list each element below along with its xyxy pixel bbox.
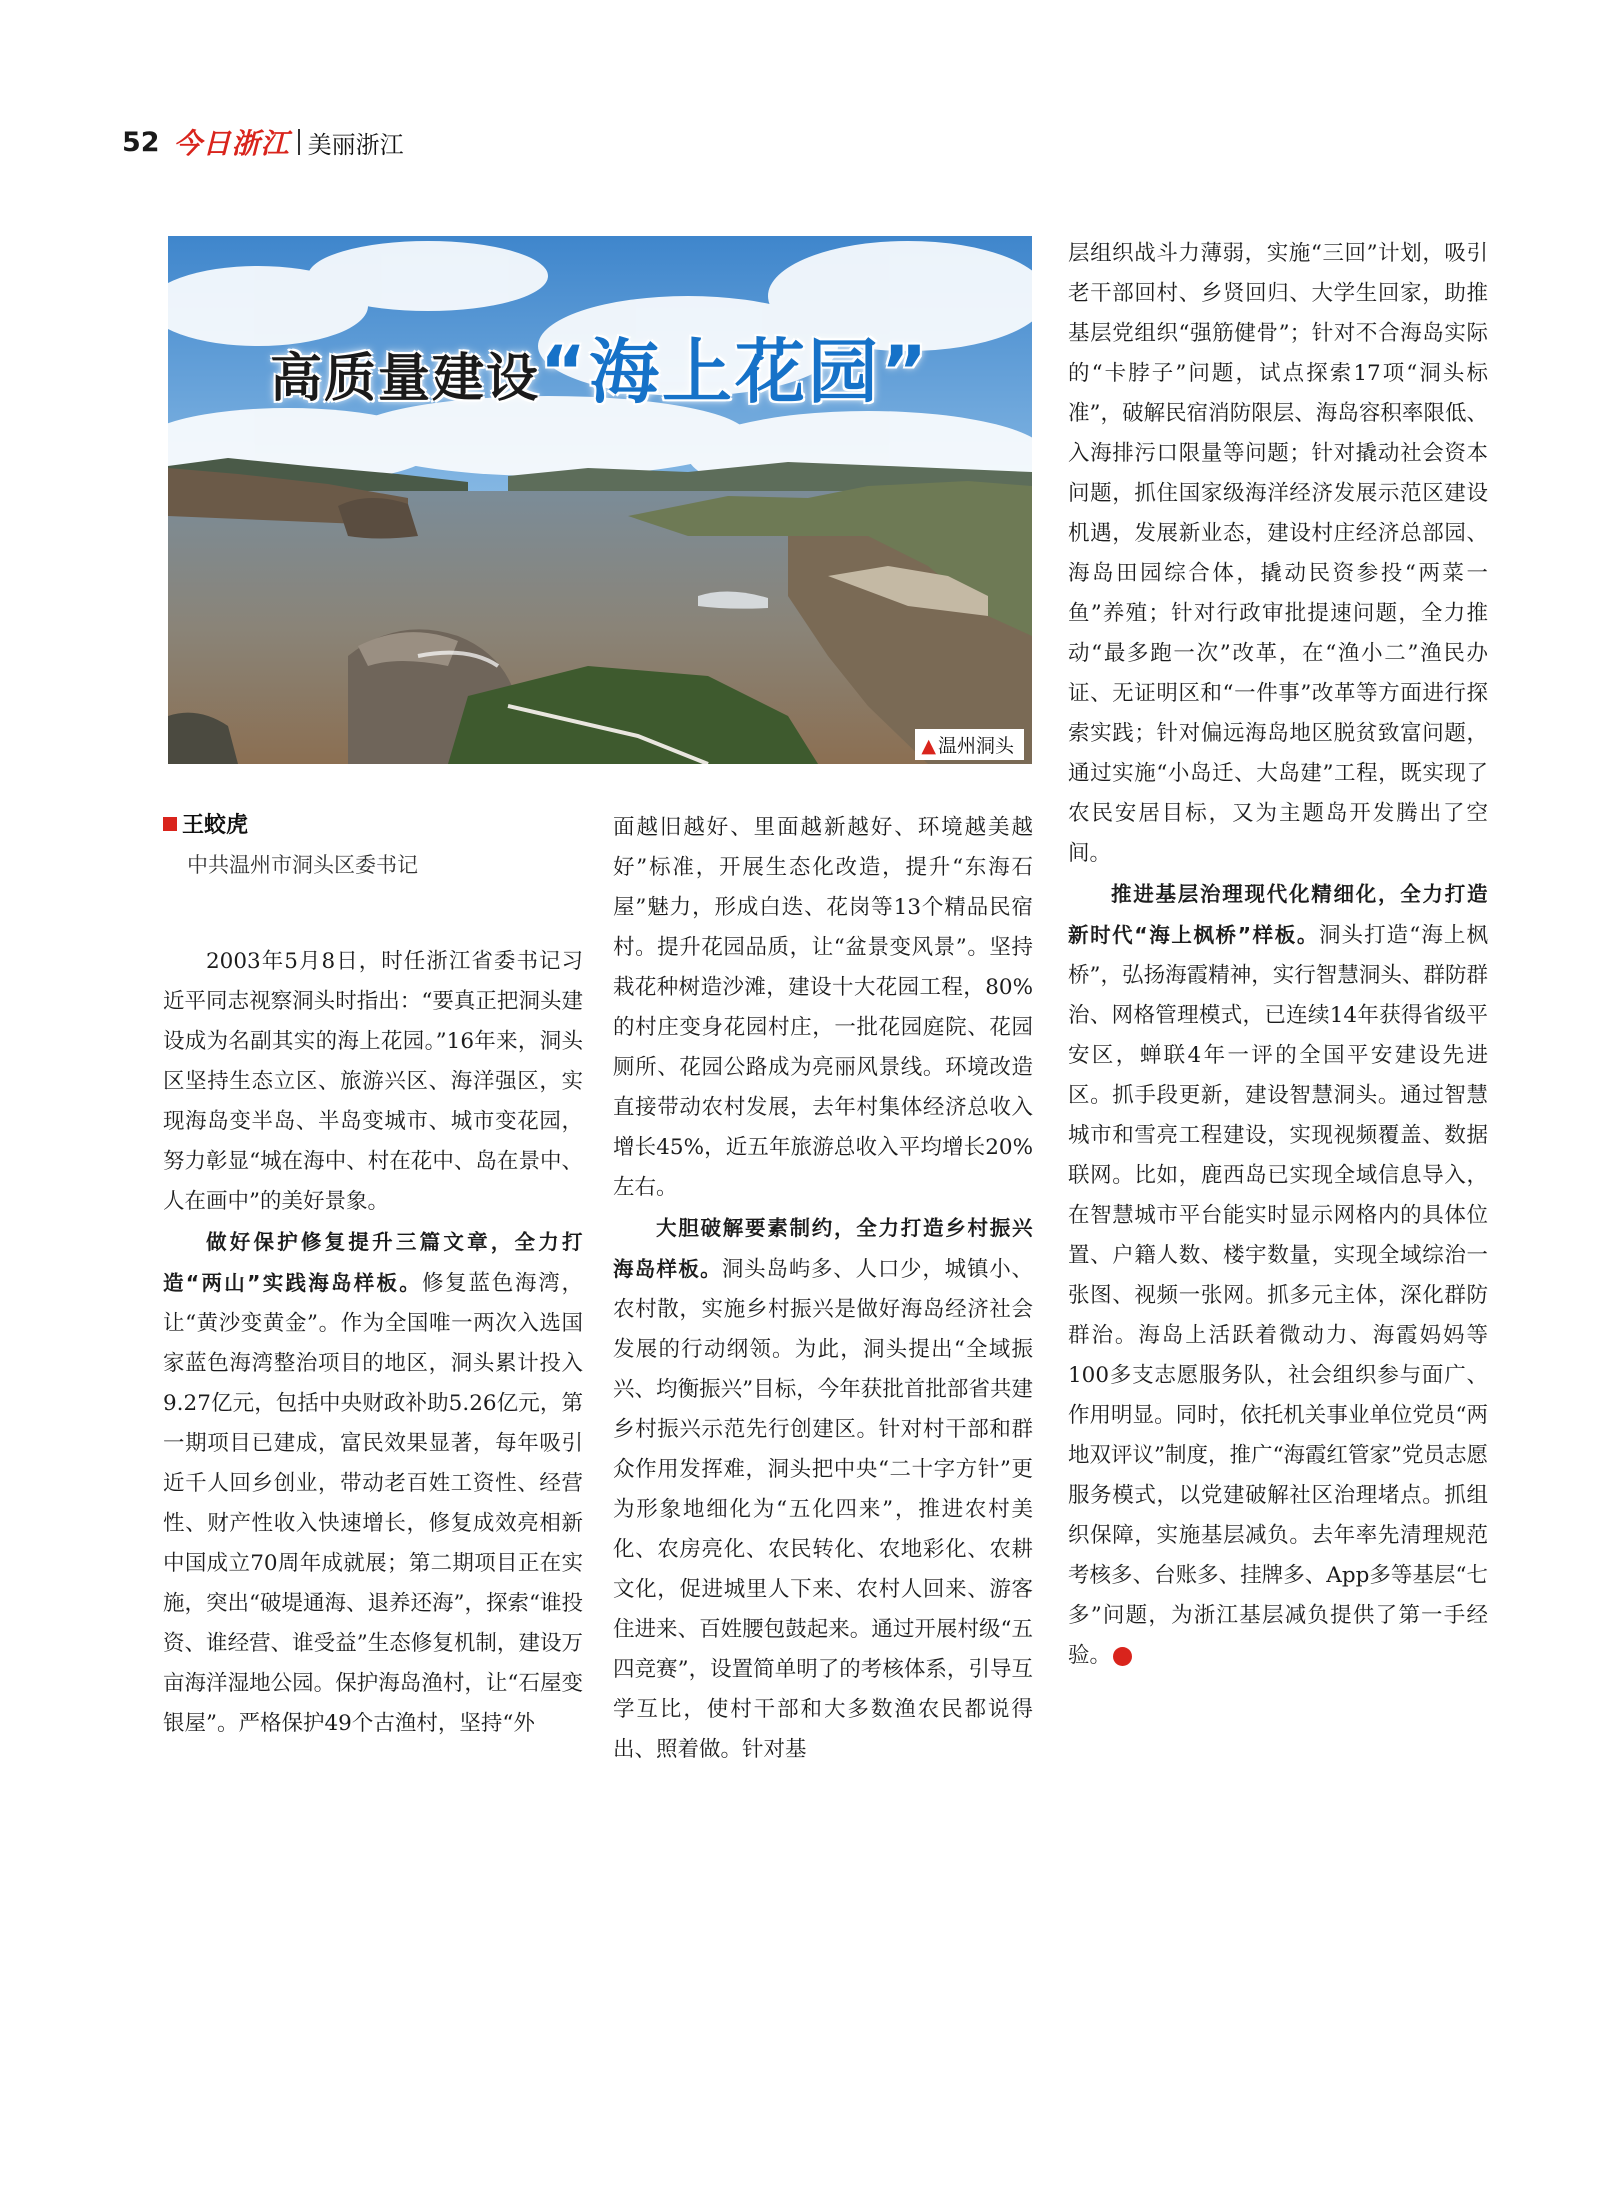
article-column-1 bbox=[163, 942, 583, 1744]
paragraph: 2003年5月8日，时任浙江省委书记习近平同志视察洞头时指出：“要真正把洞头建设成为名副其实的海上花园。”16年来，洞头区坚持生态立区、旅游兴区、海洋强区，实现海岛变半岛、半岛变城市、城市变花园，努力彰显“城在海中、村在花中、岛在景中、人在画中”的美好景象。 bbox=[163, 949, 583, 1214]
magazine-logo: 今日浙江 bbox=[173, 127, 290, 160]
subheading: 推进基层治理现代化精细化，全力打造新时代“海上枫桥”样板。 bbox=[1068, 882, 1488, 947]
paragraph bbox=[613, 1208, 1033, 1770]
section-name: 美丽浙江 bbox=[307, 130, 404, 159]
caption-text: 温州洞头 bbox=[937, 735, 1014, 757]
caption-triangle-icon: ▲ bbox=[921, 735, 936, 757]
subheading: 做好保护修复提升三篇文章，全力打造“两山”实践海岛样板。 bbox=[163, 1230, 583, 1295]
paragraph bbox=[163, 1222, 583, 1744]
page-number: 52 bbox=[122, 126, 160, 158]
photo-caption bbox=[915, 729, 1024, 760]
paragraph-body: 洞头岛屿多、人口少，城镇小、农村散，实施乡村振兴是做好海岛经济社会发展的行动纲领。为此，洞头提出“全域振兴、均衡振兴”目标，今年获批首批部省共建乡村振兴示范先行创建区。针对村干部和群众作用发挥难，洞头把中央“二十字方针”更为形象地细化为“五化四来”，推进农村美化、农房亮化、农民转化、农地彩化、农耕文化，促进城里人下来、农村人回来、游客住进来、百姓腰包鼓起来。通过开展村级“五四竞赛”，设置简单明了的考核体系，引导互学互比，使村干部和大多数渔农民都说得出、照着做。针对基 bbox=[613, 1257, 1033, 1762]
subheading: 大胆破解要素制约，全力打造乡村振兴海岛样板。 bbox=[613, 1216, 1033, 1281]
end-mark-icon bbox=[1113, 1647, 1132, 1666]
author-title: 中共温州市洞头区委书记 bbox=[187, 853, 418, 877]
hero-photo bbox=[168, 236, 1032, 764]
article-column-2 bbox=[613, 808, 1033, 1770]
author-block bbox=[163, 808, 583, 879]
title-highlight: “海上花园” bbox=[540, 331, 931, 413]
author-name bbox=[163, 808, 583, 839]
paragraph: 层组织战斗力薄弱，实施“三回”计划，吸引老干部回村、乡贤回归、大学生回家，助推基层党组织“强筋健骨”；针对不合海岛实际的“卡脖子”问题，试点探索17项“洞头标准”，破解民宿消防限层、海岛容积率限低、入海排污口限量等问题；针对撬动社会资本问题，抓住国家级海洋经济发展示范区建设机遇，发展新业态，建设村庄经济总部园、海岛田园综合体，撬动民资参投“两菜一鱼”养殖；针对行政审批提速问题，全力推动“最多跑一次”改革，在“渔小二”渔民办证、无证明区和“一件事”改革等方面进行探索实践；针对偏远海岛地区脱贫致富问题，通过实施“小岛迁、大岛建”工程，既实现了农民安居目标，又为主题岛开发腾出了空间。 bbox=[1068, 241, 1488, 866]
paragraph-body: 洞头打造“海上枫桥”，弘扬海霞精神，实行智慧洞头、群防群治、网格管理模式，已连续14年获得省级平安区，蝉联4年一评的全国平安建设先进区。抓手段更新，建设智慧洞头。通过智慧城市和雪亮工程建设，实现视频覆盖、数据联网。比如，鹿西岛已实现全域信息导入，在智慧城市平台能实时显示网格内的具体位置、户籍人数、楼宇数量，实现全域综治一张图、视频一张网。抓多元主体，深化群防群治。海岛上活跃着微动力、海霞妈妈等100多支志愿服务队，社会组织参与面广、作用明显。同时，依托机关事业单位党员“两地双评议”制度，推广“海霞红管家”党员志愿服务模式，以党建破解社区治理堵点。抓组织保障，实施基层减负。去年率先清理规范考核多、台账多、挂牌多、App多等基层“七多”问题，为浙江基层减负提供了第一手经验。 bbox=[1068, 923, 1488, 1668]
title-prefix: 高质量建设 bbox=[270, 349, 541, 409]
red-square-icon bbox=[163, 817, 177, 831]
author-name-text: 王蛟虎 bbox=[182, 813, 249, 838]
page-header bbox=[122, 124, 404, 160]
header-divider bbox=[298, 129, 300, 155]
article-title bbox=[270, 316, 930, 417]
paragraph-body: 修复蓝色海湾，让“黄沙变黄金”。作为全国唯一两次入选国家蓝色海湾整治项目的地区，洞头累计投入9.27亿元，包括中央财政补助5.26亿元，第一期项目已建成，富民效果显著，每年吸引近千人回乡创业，带动老百姓工资性、经营性、财产性收入快速增长，修复成效亮相新中国成立70周年成就展；第二期项目正在实施，突出“破堤通海、退养还海”，探索“谁投资、谁经营、谁受益”生态修复机制，建设万亩海洋湿地公园。保护海岛渔村，让“石屋变银屋”。严格保护49个古渔村，坚持“外 bbox=[163, 1271, 583, 1736]
paragraph bbox=[1068, 874, 1488, 1676]
article-column-3 bbox=[1068, 234, 1488, 1676]
paragraph: 面越旧越好、里面越新越好、环境越美越好”标准，开展生态化改造，提升“东海石屋”魅力，形成白迭、花岗等13个精品民宿村。提升花园品质，让“盆景变风景”。坚持栽花种树造沙滩，建设十大花园工程，80%的村庄变身花园村庄，一批花园庭院、花园厕所、花园公路成为亮丽风景线。环境改造直接带动农村发展，去年村集体经济总收入增长45%，近五年旅游总收入平均增长20%左右。 bbox=[613, 815, 1033, 1200]
